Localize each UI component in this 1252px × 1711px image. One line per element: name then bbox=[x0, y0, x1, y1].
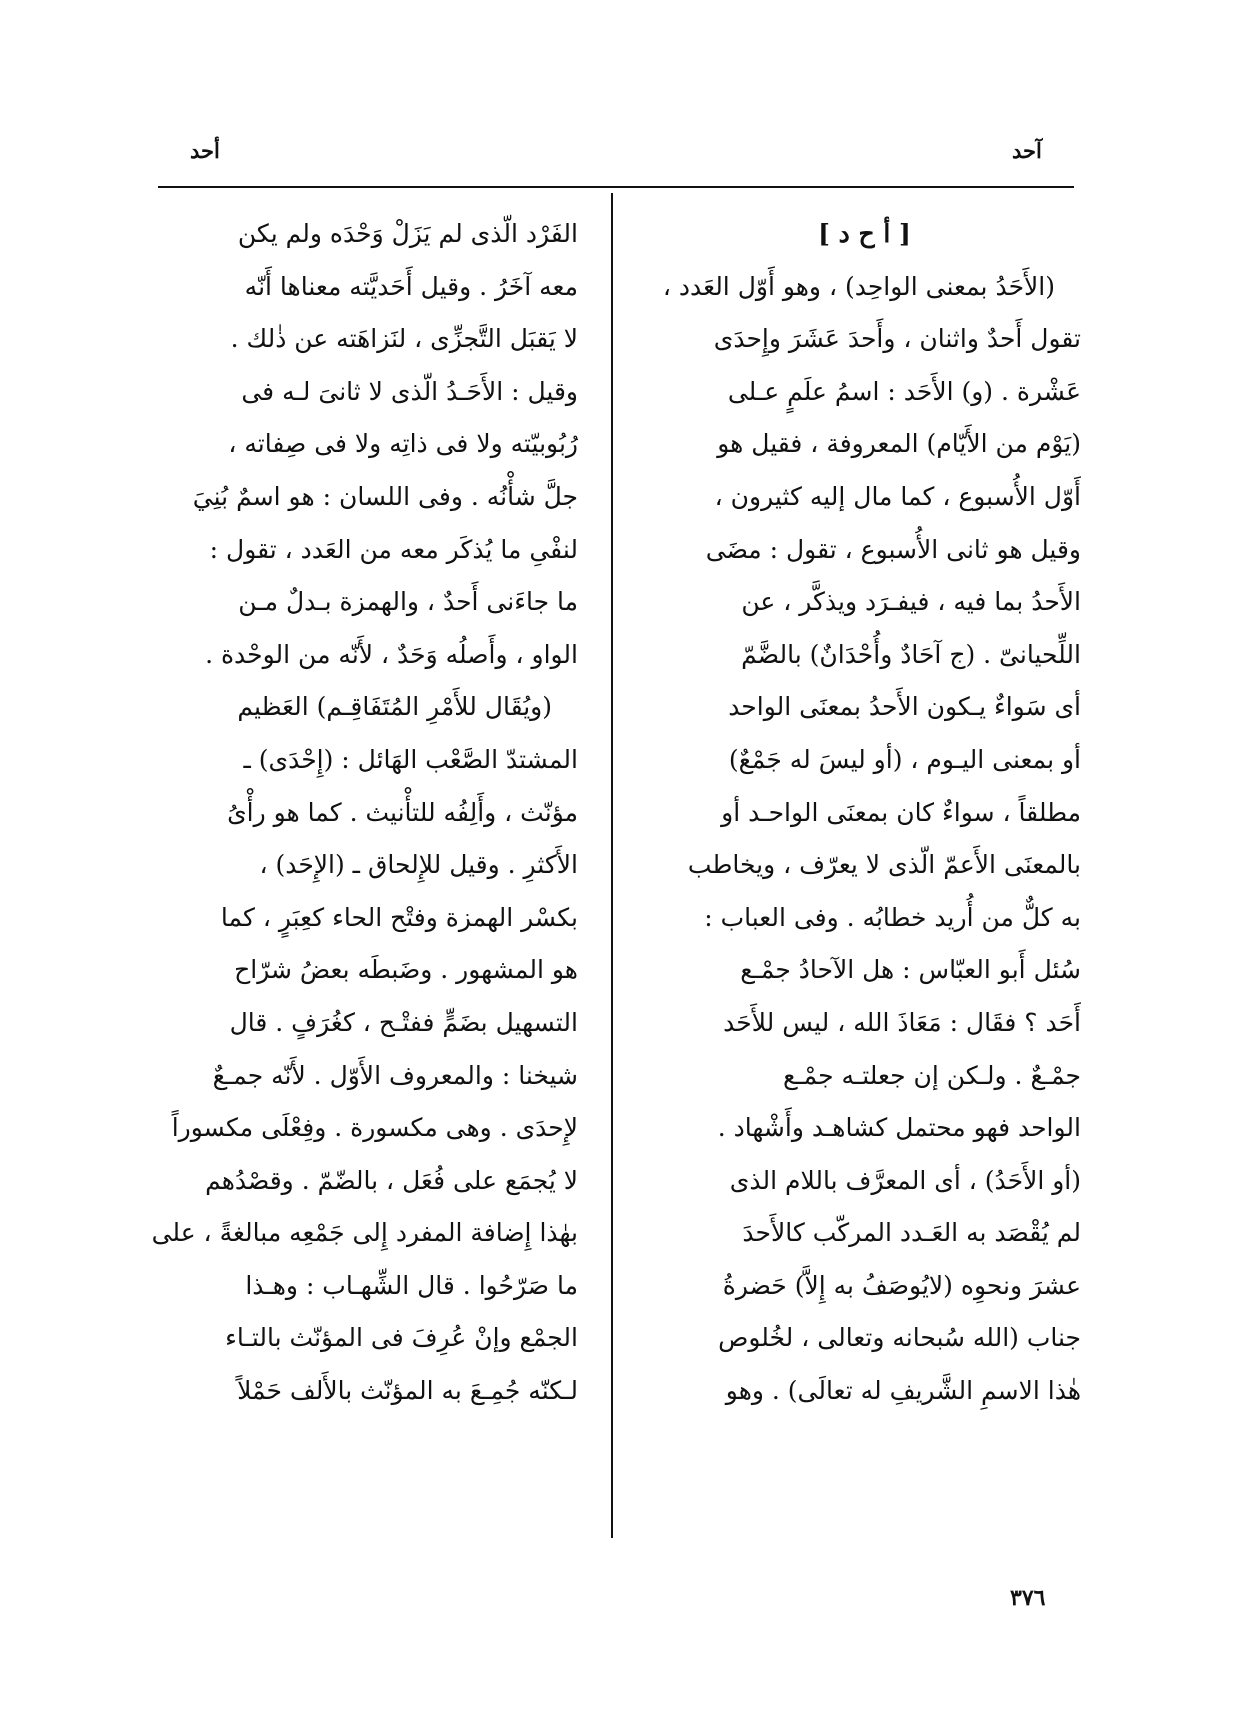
text-line: التسهيل بضَمٍّ ففتْـح ، كغُرَفٍ . قال bbox=[229, 1007, 578, 1037]
text-line: الأَحدُ بما فيه ، فيفـرَد ويذكَّر ، عن bbox=[741, 587, 1081, 617]
text-line: (أو الأَحَدُ) ، أى المعرَّف باللام الذى bbox=[729, 1165, 1081, 1195]
text-line: سُئل أَبو العبّاس : هل الآحادُ جمْـع bbox=[740, 955, 1081, 985]
text-line: عشرَ ونحوِه (لايُوصَفُ به إِلاَّ) حَضرةُ bbox=[722, 1270, 1081, 1300]
text-line: لا يَقبَل التَّجزِّى ، لنَزاهَته عن ذٰلك . bbox=[230, 324, 578, 354]
text-line: لنفْىِ ما يُذكَر معه من العَدد ، تقول : bbox=[209, 534, 578, 564]
running-header-right: آحد bbox=[1012, 138, 1042, 163]
text-line: بالمعنَى الأَعمّ الّذى لا يعرّف ، ويخاطب bbox=[687, 850, 1081, 880]
text-line: وقيل : الأَحَـدُ الّذى لا ثانىَ لـه فى bbox=[241, 376, 578, 406]
text-line: لا يُجمَع على فُعَل ، بالضّمّ . وقصْدُهم bbox=[205, 1165, 578, 1195]
text-line: جناب (الله سُبحانه وتعالى ، لخُلوص bbox=[718, 1323, 1081, 1353]
column-divider bbox=[611, 193, 613, 1538]
text-line: لم يُقْصَد به العَـدد المركّب كالأَحدَ bbox=[742, 1218, 1081, 1248]
text-line: أى سَواءٌ يـكون الأَحدُ بمعنَى الواحد bbox=[728, 692, 1081, 722]
text-line: أَحَد ؟ فقَال : مَعَاذَ الله ، ليس للأَحَد bbox=[723, 1007, 1081, 1037]
text-line: ما صَرّحُوا . قال الشِّهـاب : وهـذا bbox=[245, 1270, 578, 1300]
text-line: ما جاءَنى أَحدٌ ، والهمزة بـدلٌ مـن bbox=[238, 587, 578, 617]
text-line: جمْـعٌ . ولـكن إن جعلتـه جمْـع bbox=[783, 1060, 1081, 1090]
text-line: (يَوْم من الأَيّام) المعروفة ، فقيل هو bbox=[717, 429, 1081, 459]
left-text-column bbox=[145, 208, 578, 1418]
text-line: الواحد فهو محتمل كشاهـد وأَشْهاد . bbox=[717, 1113, 1081, 1143]
text-line: أو بمعنى اليـوم ، (أو ليسَ له جَمْعٌ) bbox=[728, 744, 1081, 774]
text-line: الأَكثرِ . وقيل للإِلحاق ـ (الإِحَد) ، bbox=[259, 850, 578, 880]
entry-heading: [ أ ح د ] bbox=[818, 219, 911, 248]
text-line: هو المشهور . وضَبطَه بعضُ شرّاح bbox=[234, 955, 578, 985]
text-line: الفَرْد الّذى لم يَزَلْ وَحْدَه ولم يكن bbox=[237, 219, 578, 248]
text-line: جلَّ شأْنُه . وفى اللسان : هو اسمٌ بُنِيَ bbox=[192, 481, 578, 511]
text-line: بكسْر الهمزة وفتْح الحاء كعِبَرٍ ، كما bbox=[220, 902, 578, 932]
header-rule bbox=[158, 186, 1074, 188]
text-line: اللِّحيانىّ . (ج آحَادٌ وأُحْدَانٌ) بالضَّمّ bbox=[741, 639, 1081, 669]
text-line: مطلقاً ، سواءٌ كان بمعنَى الواحـد أو bbox=[721, 797, 1081, 827]
page-number: ٣٧٦ bbox=[1010, 1585, 1046, 1611]
text-line: بهٰذا إِضافة المفرد إِلى جَمْعِه مبالغةً ، على bbox=[151, 1218, 578, 1248]
text-line: (ويُقَال للأَمْرِ المُتَفَاقِـم) العَظيم bbox=[237, 692, 552, 722]
text-line: المشتدّ الصَّعْب الهَائل : (إِحْدَى) ـ bbox=[243, 744, 578, 774]
text-line: معه آخَرُ . وقيل أَحَديَّته معناها أَنّه bbox=[244, 271, 578, 301]
text-line: (الأَحَدُ بمعنى الواحِد) ، وهو أَوّل العَدد ، bbox=[662, 271, 1055, 301]
running-header-left: أحد bbox=[190, 138, 220, 163]
text-line: رُبُوبيّته ولا فى ذاتِه ولا فى صِفاته ، bbox=[228, 429, 578, 459]
text-line: وقيل هو ثانى الأُسبوع ، تقول : مضَى bbox=[705, 534, 1081, 564]
text-line: الواو ، وأَصلُه وَحَدٌ ، لأَنّه من الوحْدة . bbox=[205, 639, 578, 669]
text-line: شيخنا : والمعروف الأَوّل . لأَنّه جمـعٌ bbox=[212, 1060, 578, 1090]
text-line: به كلٌّ من أُريد خطابُه . وفى العباب : bbox=[704, 902, 1081, 932]
text-line: الجمْع وإنْ عُرِفَ فى المؤنّث بالتـاء bbox=[225, 1323, 578, 1353]
text-line: لـكنّه جُمِـعَ به المؤنّث بالأَلف حَمْلاً bbox=[237, 1376, 578, 1406]
text-line: هٰذا الاسمِ الشَّريفِ له تعالَى) . وهو bbox=[725, 1376, 1081, 1406]
text-line: مؤنّث ، وأَلِفُه للتأْنيث . كما هو رأْىُ bbox=[227, 797, 578, 827]
text-line: تقول أَحدٌ واثنان ، وأَحدَ عَشَرَ وإِحدَى bbox=[713, 324, 1081, 354]
text-line: عَشْرة . (و) الأَحَد : اسمُ علَمٍ عـلى bbox=[727, 376, 1081, 406]
text-line: لإِحدَى . وهى مكسورة . وفِعْلَى مكسوراً bbox=[171, 1113, 578, 1143]
right-text-column bbox=[648, 208, 1081, 1418]
text-line: أَوّل الأُسبوع ، كما مال إليه كثيرون ، bbox=[714, 481, 1081, 511]
